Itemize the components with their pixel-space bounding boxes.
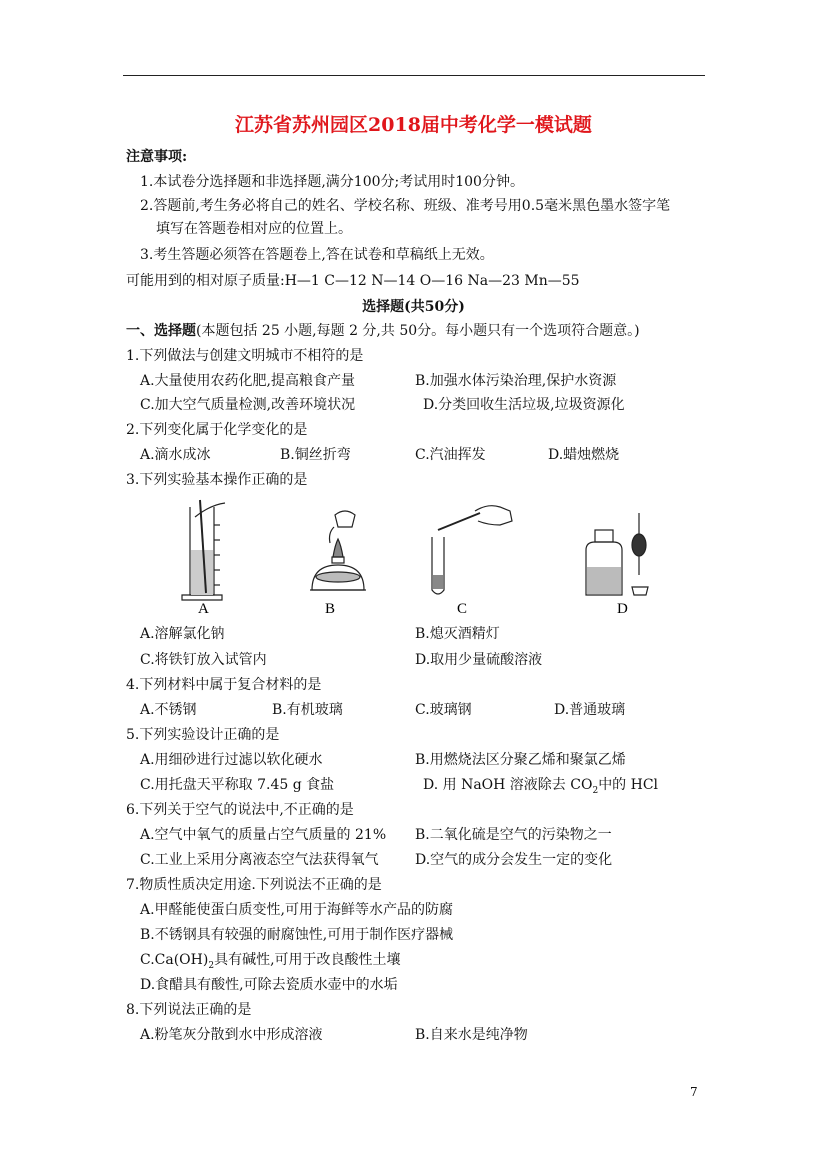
option: B.二氧化硫是空气的污染物之一: [415, 827, 612, 843]
question-stem: 4.下列材料中属于复合材料的是: [126, 677, 322, 693]
lab-operations-figure: [170, 495, 670, 625]
option-with-subscript: [423, 776, 658, 800]
option: A.溶解氯化钠: [140, 626, 225, 642]
note-item: 3.考生答题必须答在答题卷上,答在试卷和草稿纸上无效。: [140, 247, 494, 263]
option: C.加大空气质量检测,改善环境状况: [140, 397, 356, 413]
option: A.滴水成冰: [140, 447, 211, 463]
option: C.工业上采用分离液态空气法获得氧气: [140, 852, 379, 868]
question-stem: 8.下列说法正确的是: [126, 1002, 252, 1018]
notes-heading: 注意事项:: [126, 149, 188, 165]
option: D.分类回收生活垃圾,垃圾资源化: [423, 397, 625, 413]
subscript: 2: [208, 960, 215, 971]
figure-label: A: [198, 601, 209, 617]
question-stem: 3.下列实验基本操作正确的是: [126, 472, 308, 488]
option: B.加强水体污染治理,保护水资源: [415, 373, 617, 389]
alcohol-lamp-illustration: [310, 511, 366, 590]
option: B.有机玻璃: [272, 702, 343, 718]
note-item: 1.本试卷分选择题和非选择题,满分100分;考试用时100分钟。: [140, 174, 524, 190]
option: C.玻璃钢: [415, 702, 472, 718]
option: A.大量使用农药化肥,提高粮食产量: [140, 373, 356, 389]
page-title: 江苏省苏州园区2018届中考化学一模试题: [235, 114, 592, 136]
graduated-cylinder-illustration: [182, 500, 225, 600]
option: D.取用少量硫酸溶液: [415, 652, 543, 668]
header-rule: [123, 75, 705, 76]
option: D.蜡烛燃烧: [548, 447, 620, 463]
figure-label: D: [617, 601, 628, 617]
section-title: 选择题(共50分): [362, 299, 465, 315]
section-intro-rest: (本题包括 25 小题,每题 2 分,共 50分。每小题只有一个选项符合题意。): [196, 323, 640, 339]
atomic-masses: 可能用到的相对原子质量:H—1 C—12 N—14 O—16 Na—23 Mn—55: [126, 273, 580, 289]
option-with-subscript: [140, 951, 401, 975]
option: C.用托盘天平称取 7.45 g 食盐: [140, 777, 335, 793]
page-number: 7: [690, 1085, 698, 1099]
option-part: C.Ca(OH): [140, 952, 209, 968]
option: B.不锈钢具有较强的耐腐蚀性,可用于制作医疗器械: [140, 927, 454, 943]
option: A.不锈钢: [140, 702, 197, 718]
figure-label: C: [457, 601, 468, 617]
option: A.用细砂进行过滤以软化硬水: [140, 752, 323, 768]
option-part: D. 用 NaOH 溶液除去 CO: [423, 777, 593, 793]
subscript: 2: [592, 785, 599, 796]
option: D.普通玻璃: [554, 702, 626, 718]
option: C.将铁钉放入试管内: [140, 652, 267, 668]
option: B.铜丝折弯: [280, 447, 351, 463]
section-intro-bold: 一、选择题: [126, 323, 196, 339]
option: C.汽油挥发: [415, 447, 486, 463]
note-item: 2.答题前,考生务必将自己的姓名、学校名称、班级、准考号用0.5毫米黑色墨水签字笔: [140, 198, 671, 214]
option: B.用燃烧法区分聚乙烯和聚氯乙烯: [415, 752, 626, 768]
option-part: 具有碱性,可用于改良酸性土壤: [214, 952, 401, 968]
option: D.食醋具有酸性,可除去瓷质水壶中的水垢: [140, 977, 398, 993]
question-stem: 7.物质性质决定用途.下列说法不正确的是: [126, 877, 382, 893]
question-stem: 2.下列变化属于化学变化的是: [126, 422, 308, 438]
figure-label: B: [325, 601, 336, 617]
question-stem: 6.下列关于空气的说法中,不正确的是: [126, 802, 354, 818]
section-intro: [126, 322, 640, 340]
option-part: 中的 HCl: [598, 777, 659, 793]
option: A.粉笔灰分散到水中形成溶液: [140, 1027, 323, 1043]
option: A.甲醛能使蛋白质变性,可用于海鲜等水产品的防腐: [140, 902, 454, 918]
option: D.空气的成分会发生一定的变化: [415, 852, 613, 868]
reagent-bottle-illustration: [586, 513, 648, 595]
option: B.熄灭酒精灯: [415, 626, 500, 642]
note-item: 填写在答题卷相对应的位置上。: [156, 221, 352, 237]
question-stem: 5.下列实验设计正确的是: [126, 727, 280, 743]
test-tube-illustration: [432, 506, 512, 594]
question-stem: 1.下列做法与创建文明城市不相符的是: [126, 348, 364, 364]
option: B.自来水是纯净物: [415, 1027, 528, 1043]
option: A.空气中氧气的质量占空气质量的 21%: [140, 827, 387, 843]
